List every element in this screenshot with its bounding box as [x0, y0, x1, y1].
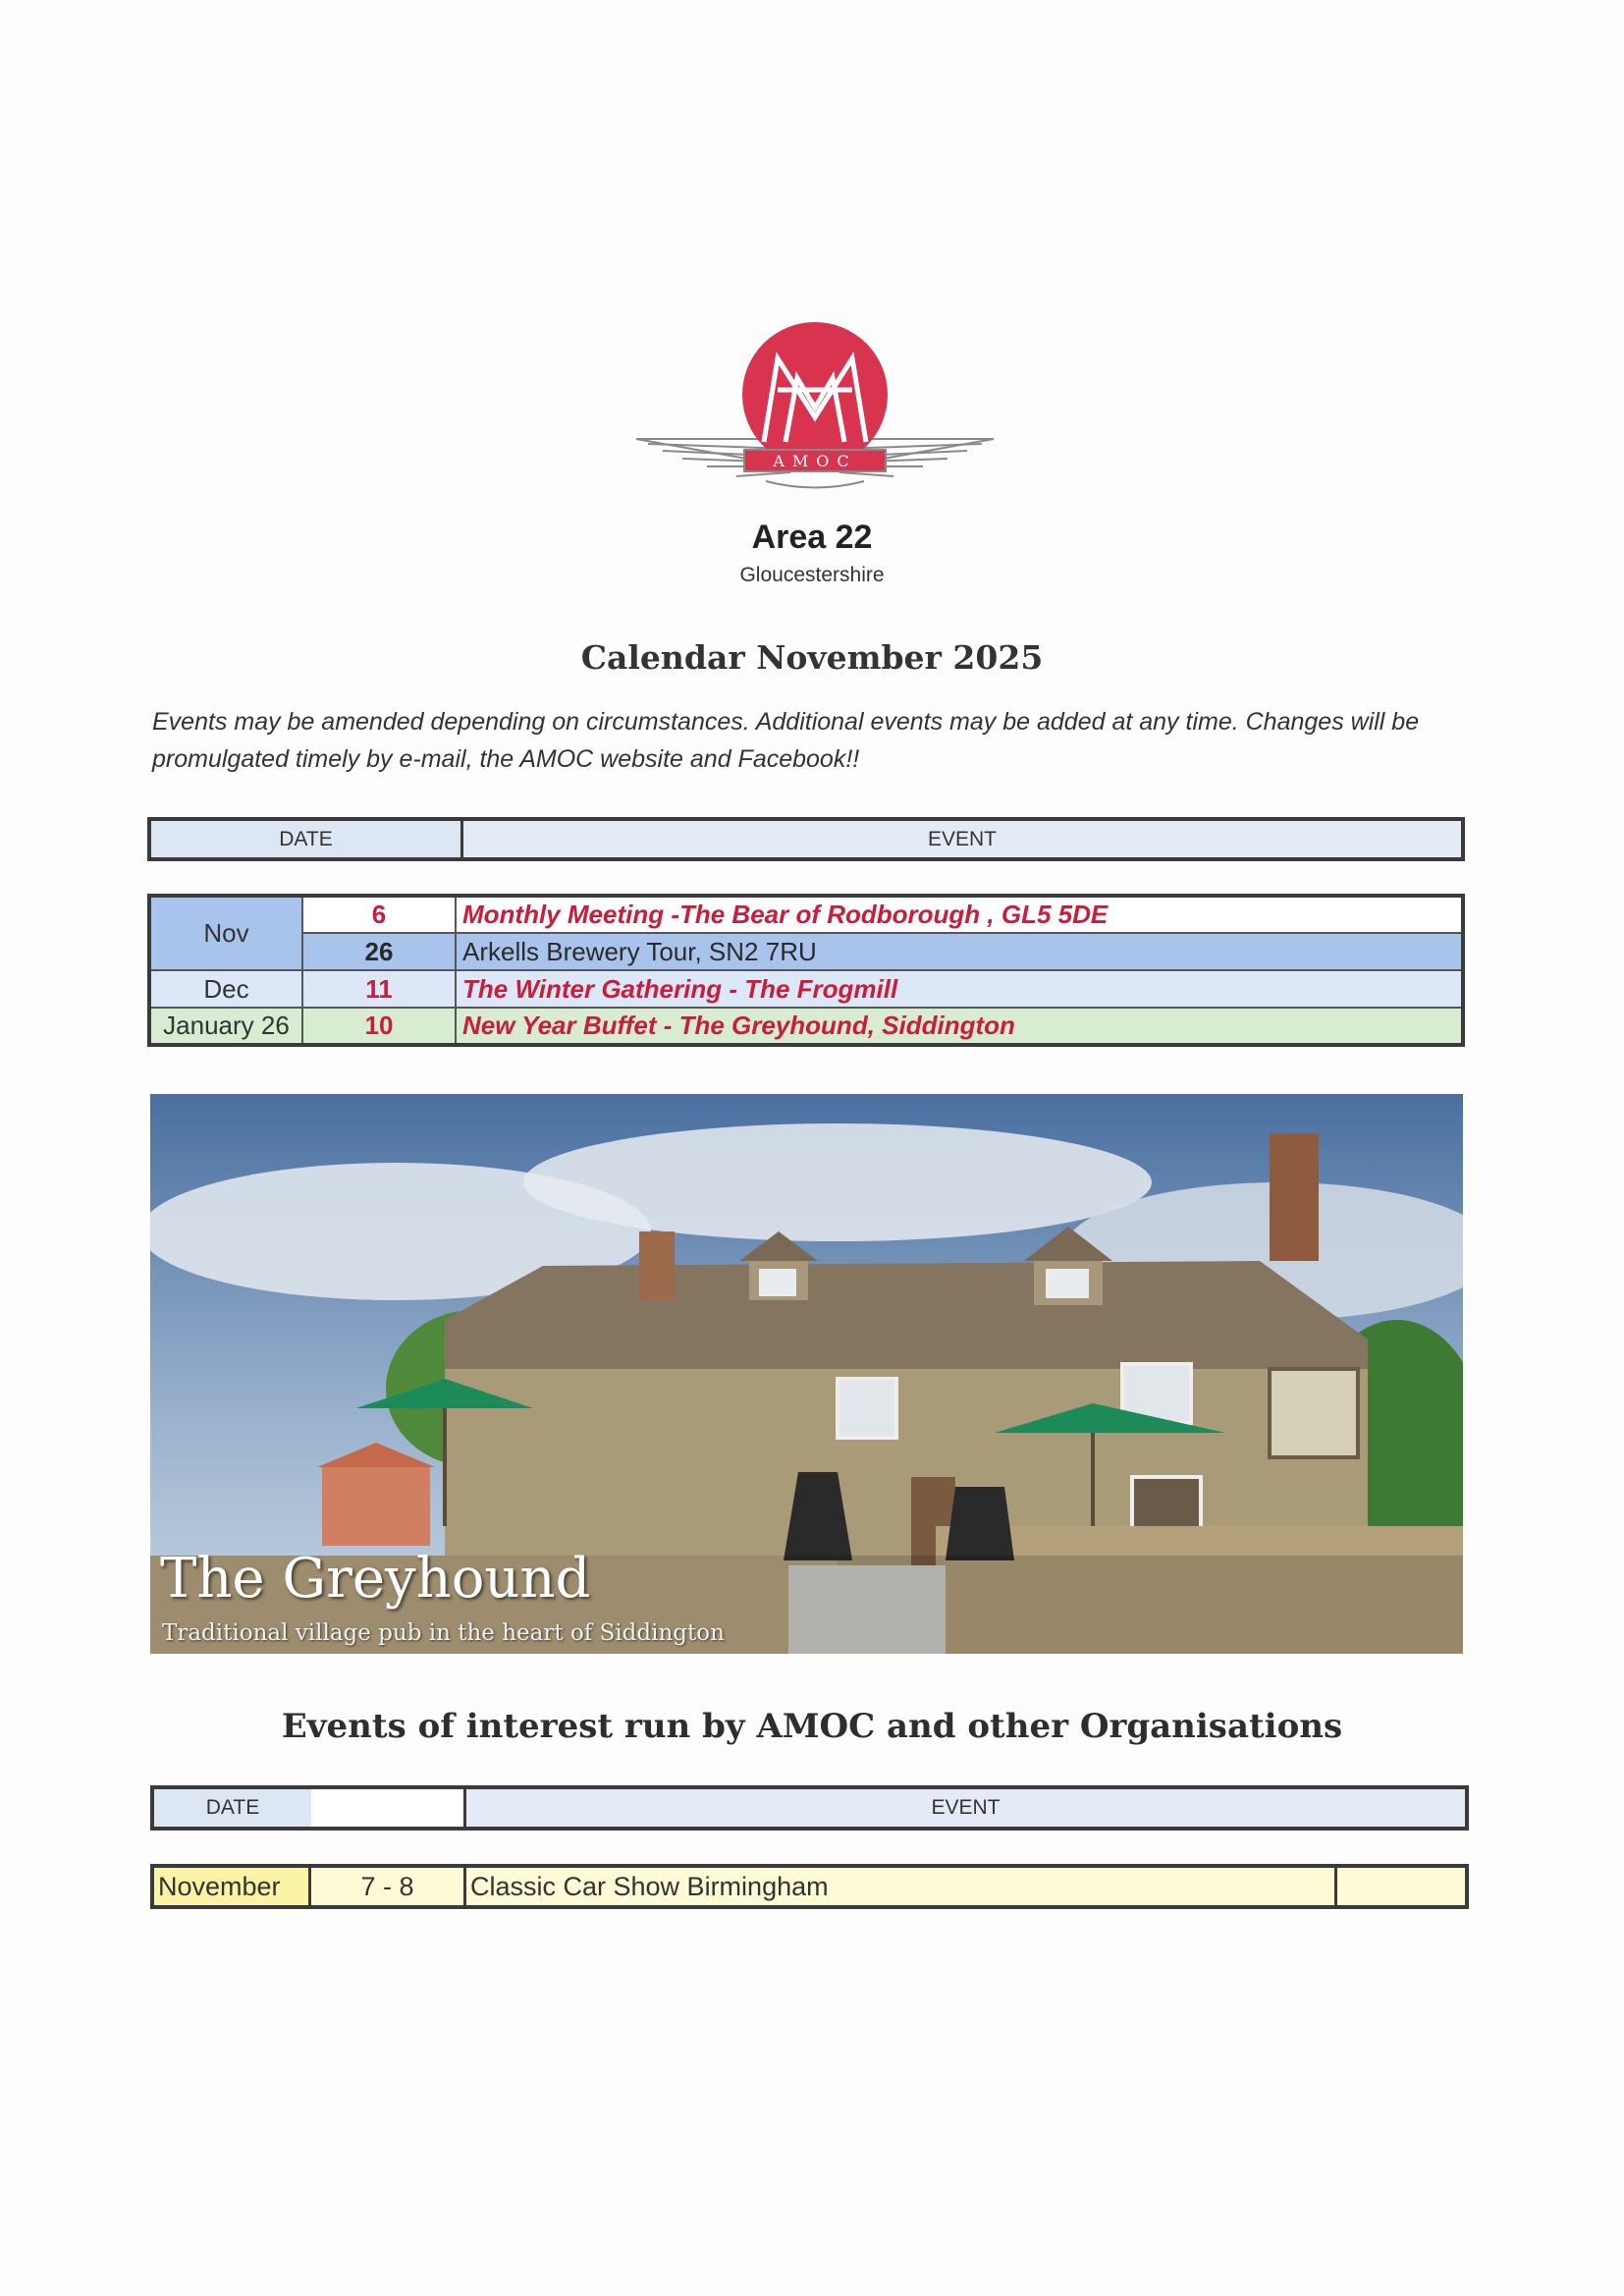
calendar-header — [147, 817, 1465, 861]
area-region: Gloucestershire — [739, 564, 885, 586]
day-cell: 10 — [302, 1008, 456, 1045]
date-column-header: DATE — [151, 821, 463, 857]
calendar-notice: Events may be amended depending on circumstances. Additional events may be added at any time. Changes will be promulgated timely by e-mail, the AMOC website and Facebook!! — [152, 708, 1420, 773]
photo-subtitle: Traditional village pub in the heart of Siddington — [162, 1620, 725, 1646]
day-cell: 11 — [302, 970, 456, 1008]
table-row — [149, 896, 1463, 933]
table-row — [149, 933, 1463, 970]
month-cell: November — [154, 1868, 311, 1905]
event-cell: Monthly Meeting -The Bear of Rodborough , GL5 5DE — [456, 896, 1463, 933]
calendar-title: Calendar November 2025 — [580, 638, 1044, 677]
table-row — [150, 1864, 1469, 1909]
external-events-header — [150, 1785, 1469, 1831]
date-column-header: DATE — [154, 1789, 311, 1827]
event-column-header: EVENT — [466, 1789, 1465, 1827]
extra-cell — [1337, 1868, 1465, 1905]
month-cell: January 26 — [149, 1008, 302, 1045]
svg-text:AMOC: AMOC — [773, 452, 857, 470]
day-cell: 7 - 8 — [311, 1868, 466, 1905]
event-cell: Arkells Brewery Tour, SN2 7RU — [456, 933, 1463, 970]
event-cell: New Year Buffet - The Greyhound, Siddington — [456, 1008, 1463, 1045]
table-row — [149, 1008, 1463, 1045]
calendar-table — [147, 894, 1465, 1047]
table-row — [149, 970, 1463, 1008]
day-cell: 6 — [302, 896, 456, 933]
day-cell: 26 — [302, 933, 456, 970]
event-cell: The Winter Gathering - The Frogmill — [456, 970, 1463, 1008]
greyhound-pub-photo — [150, 1094, 1463, 1654]
month-cell: Nov — [149, 896, 302, 970]
event-column-header: EVENT — [463, 821, 1461, 857]
month-cell: Dec — [149, 970, 302, 1008]
event-cell: Classic Car Show Birmingham — [466, 1868, 1337, 1905]
external-events-title: Events of interest run by AMOC and other Organisations — [281, 1707, 1343, 1746]
area-title: Area 22 — [751, 519, 873, 556]
amoc-logo-icon — [628, 319, 1001, 516]
header-spacer — [311, 1789, 466, 1827]
photo-title: The Greyhound — [160, 1547, 591, 1611]
